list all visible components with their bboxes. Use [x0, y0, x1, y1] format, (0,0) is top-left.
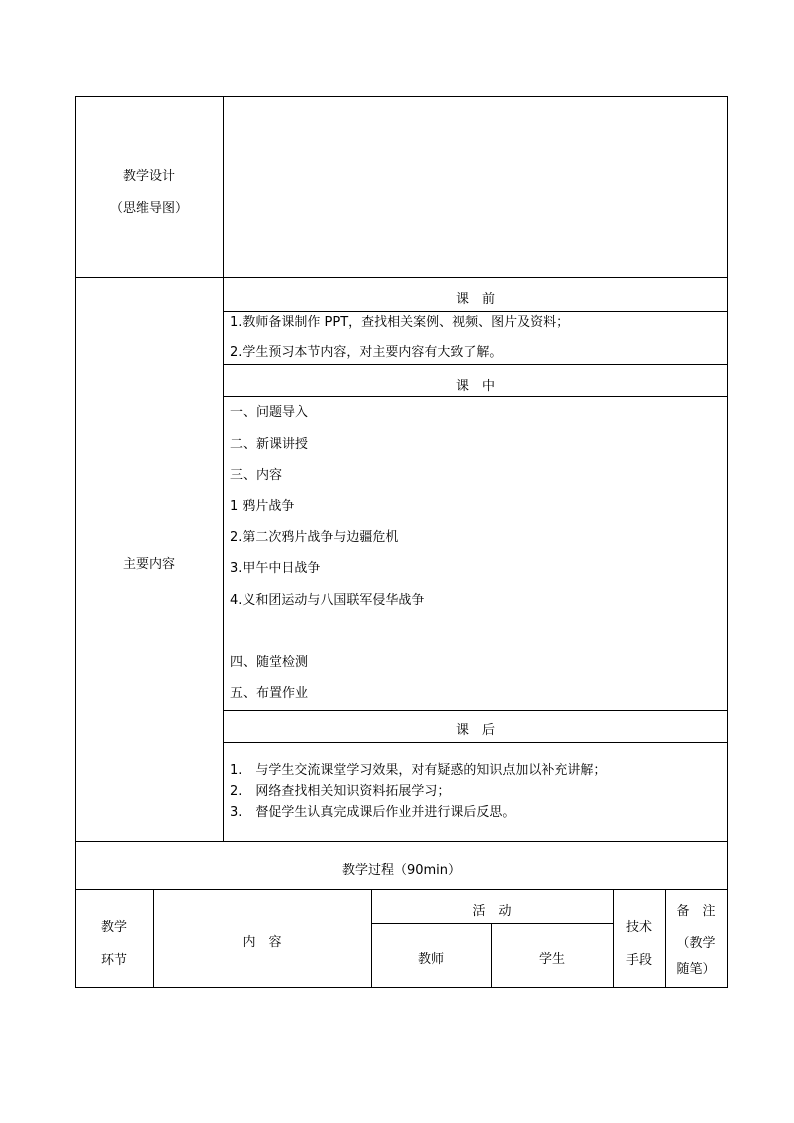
lesson-plan-table [75, 96, 728, 988]
in-class-item: 1 鸦片战争 [230, 499, 295, 514]
post-class-heading: 课 后 [455, 723, 495, 738]
header-student: 学生 [538, 952, 565, 967]
in-class-item: 二、新课讲授 [230, 437, 309, 452]
in-class-item: 四、随堂检测 [230, 655, 309, 670]
row-divider [75, 889, 728, 890]
row-divider [223, 396, 728, 397]
header-content: 内 容 [242, 935, 282, 950]
header-teacher: 教师 [417, 952, 444, 967]
table-border-top [75, 96, 728, 97]
in-class-item: 2.第二次鸦片战争与边疆危机 [230, 530, 399, 545]
in-class-item: 五、布置作业 [230, 686, 309, 701]
column-divider [613, 889, 614, 988]
post-class-item: 2. 网络查找相关知识资料拓展学习； [230, 784, 451, 799]
row-divider [223, 742, 728, 743]
in-class-item: 4.义和团运动与八国联军侵华战争 [230, 593, 425, 608]
header-tech-line2: 手段 [625, 953, 652, 968]
table-border-right [727, 96, 728, 988]
post-class-item: 3. 督促学生认真完成课后作业并进行课后反思。 [230, 805, 516, 820]
header-notes-line2: （教学 [676, 936, 716, 951]
design-label-sub: （思维导图） [109, 201, 188, 216]
row-divider [75, 277, 728, 278]
post-class-item: 1. 与学生交流课堂学习效果，对有疑惑的知识点加以补充讲解； [230, 763, 607, 778]
header-stage: 教学 [100, 920, 127, 935]
pre-class-heading: 课 前 [455, 292, 495, 307]
table-border-bottom [75, 987, 728, 988]
row-divider [371, 923, 613, 924]
header-notes-line3: 随笔） [676, 962, 716, 977]
row-divider [223, 364, 728, 365]
row-divider [223, 710, 728, 711]
row-divider [75, 841, 728, 842]
pre-class-item: 2.学生预习本节内容，对主要内容有大致了解。 [230, 345, 503, 360]
in-class-item: 三、内容 [230, 468, 283, 483]
in-class-item: 3.甲午中日战争 [230, 561, 321, 576]
row-divider [223, 311, 728, 312]
table-border-left [75, 96, 76, 988]
pre-class-item: 1.教师备课制作 PPT，查找相关案例、视频、图片及资料； [230, 315, 570, 330]
header-tech: 技术 [625, 920, 652, 935]
in-class-item: 一、问题导入 [230, 405, 309, 420]
header-activity: 活 动 [472, 904, 512, 919]
header-notes: 备 注 [676, 904, 716, 919]
design-label: 教学设计 [122, 169, 175, 184]
in-class-heading: 课 中 [455, 379, 495, 394]
main-content-label: 主要内容 [122, 557, 175, 572]
header-stage-line2: 环节 [100, 953, 127, 968]
process-title: 教学过程（90min） [341, 863, 462, 878]
